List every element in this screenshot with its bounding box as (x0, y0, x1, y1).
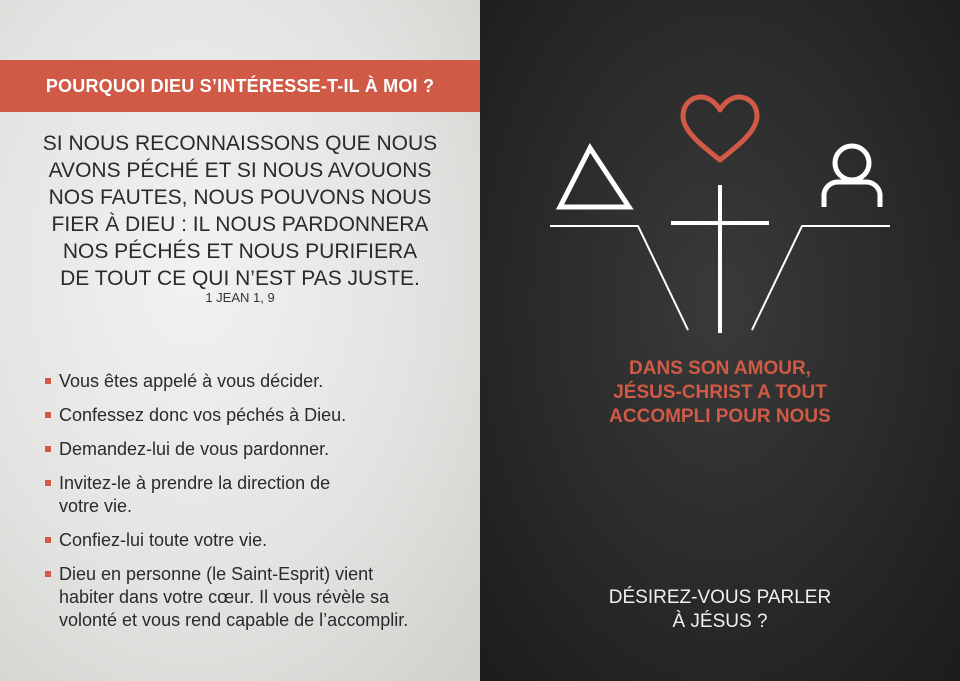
bullet-square-icon (45, 537, 51, 543)
bullet-square-icon (45, 480, 51, 486)
step-item (44, 370, 464, 393)
triangle-icon (560, 148, 629, 207)
verse-line: DE TOUT CE QUI N’EST PAS JUSTE. (60, 267, 420, 290)
step-text: Demandez-lui de vous pardonner. (59, 439, 330, 459)
step-item (44, 404, 464, 427)
person-icon (824, 146, 880, 207)
heart-icon (683, 97, 757, 160)
step-item (44, 529, 464, 552)
step-text: Vous êtes appelé à vous décider. (59, 371, 324, 391)
call-to-action (480, 586, 960, 634)
verse-line: AVONS PÉCHÉ ET SI NOUS AVOUONS (48, 159, 432, 182)
verse-reference: 1 JEAN 1, 9 (205, 290, 275, 305)
verse-line: SI NOUS RECONNAISSONS QUE NOUS (42, 132, 438, 155)
right-panel (480, 0, 960, 681)
step-text: Confessez donc vos péchés à Dieu. (59, 405, 347, 425)
step-item (44, 472, 464, 518)
symbols-graphic (480, 0, 960, 681)
step-item (44, 438, 464, 461)
steps-list (44, 370, 464, 643)
bullet-square-icon (45, 446, 51, 452)
tagline-line: ACCOMPLI POUR NOUS (609, 406, 831, 427)
step-text: Confiez-lui toute votre vie. (59, 530, 268, 550)
step-text: Invitez-le à prendre la direction de (59, 473, 331, 493)
bible-verse (0, 130, 480, 292)
bullet-square-icon (45, 571, 51, 577)
bullet-square-icon (45, 412, 51, 418)
page-title: POURQUOI DIEU S’INTÉRESSE-T-IL À MOI ? (45, 75, 435, 96)
title-banner (0, 60, 480, 112)
step-text: habiter dans votre cœur. Il vous révèle sa (59, 587, 390, 607)
cross-icon (671, 185, 769, 333)
cta-line: À JÉSUS ? (672, 611, 768, 632)
tagline-line: DANS SON AMOUR, (629, 358, 811, 379)
cta-line: DÉSIREZ-VOUS PARLER (608, 587, 832, 608)
tagline (480, 357, 960, 429)
bullet-square-icon (45, 378, 51, 384)
step-item (44, 563, 464, 632)
verse-line: NOS PÉCHÉS ET NOUS PURIFIERA (62, 240, 418, 263)
verse-line: NOS FAUTES, NOUS POUVONS NOUS (48, 186, 432, 209)
step-text: Dieu en personne (le Saint-Esprit) vient (59, 564, 374, 584)
verse-line: FIER À DIEU : IL NOUS PARDONNERA (51, 213, 429, 236)
step-text: votre vie. (59, 496, 133, 516)
step-text: volonté et vous rend capable de l’accomplir. (59, 610, 409, 630)
tagline-line: JÉSUS-CHRIST A TOUT (613, 382, 827, 403)
